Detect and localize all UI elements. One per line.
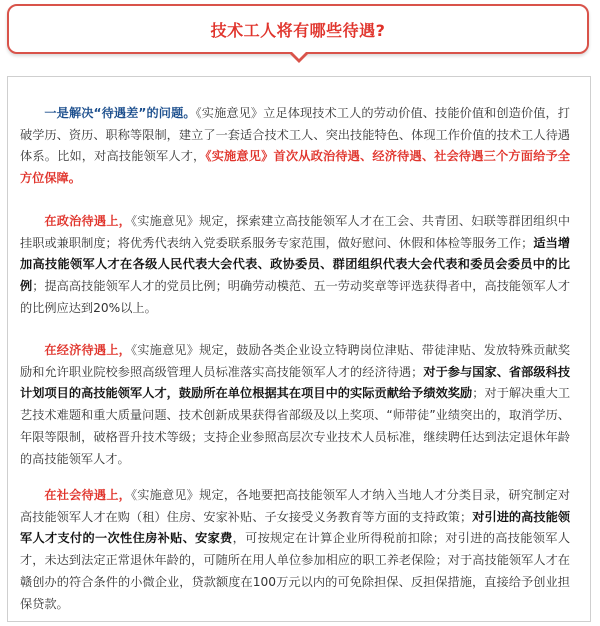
economic-text-1: 《实施意见》规定，鼓励各类企业设立特聘岗位津贴、带徒津贴、发放特殊贡献奖励和允许职业院校参照高级管理人员标准落实高技能领军人才的经济待遇；: [20, 343, 571, 379]
paragraph-political: [20, 211, 570, 320]
intro-lead: 一是解决“待遇差”的问题。: [44, 106, 196, 120]
paragraph-intro: [20, 103, 570, 190]
political-text-1: 《实施意见》规定，探索建立高技能领军人才在工会、共青团、妇联等群团组织中挂职或兼职制度；将优秀代表纳入党委联系服务专家范围，做好慰问、休假和体检等服务工作；: [20, 214, 571, 250]
political-bold: 适当增加高技能领军人才在各级人民代表大会代表、政协委员、群团组织代表大会代表和委员会委员中的比例: [20, 235, 571, 294]
political-text-2: ；提高高技能领军人才的党员比例；明确劳动模范、五一劳动奖章等评选获得者中，高技能领军人才的比例应达到20%以上。: [20, 279, 571, 315]
social-bold: 对引进的高技能领军人才支付的一次性住房补贴、安家费: [20, 509, 571, 546]
political-lead: 在政治待遇上，: [44, 214, 131, 228]
paragraph-social: [20, 485, 570, 615]
economic-text-2: ；对于解决重大工艺技术难题和重大质量问题、技术创新成果获得省部级及以上奖项、“师带徒”业绩突出的，取消学历、年限等限制，破格晋升技术等级；支持企业参照高层次专业技术人员标准，继续聘任达到法定退休年龄的高技能领军人才。: [20, 386, 571, 466]
economic-bold: 对于参与国家、省部级科技计划项目的高技能领军人才，鼓励所在单位根据其在项目中的实际贡献给予绩效奖励: [20, 364, 571, 401]
title-box: [7, 4, 589, 54]
social-lead: 在社会待遇上，: [44, 488, 131, 502]
intro-text: 《实施意见》立足体现技术工人的劳动价值、技能价值和创造价值，打破学历、资历、职称等限制，建立了一套适合技术工人、突出技能特色、体现工作价值的技术工人待遇体系。比如，对高技能领军人才，: [20, 106, 570, 164]
intro-emphasis: 《实施意见》首次从政治待遇、经济待遇、社会待遇三个方面给予全方位保障。: [20, 149, 571, 186]
title-pointer-inner: [291, 51, 307, 59]
economic-lead: 在经济待遇上，: [44, 343, 131, 357]
social-text-2: ，可按规定在计算企业所得税前扣除；对引进的高技能领军人才，未达到法定正常退休年龄的，可随所在用人单位参加相应的职工养老保险；对于高技能领军人才在赣创办的符合条件的小微企业，贷款额度在100万元以内的可免除担保、反担保措施，直接给予创业担保贷款。: [20, 531, 571, 611]
page-title: 技术工人将有哪些待遇?: [210, 20, 386, 40]
paragraph-economic: [20, 340, 570, 470]
content-box: [7, 76, 591, 622]
social-text-1: 《实施意见》规定，各地要把高技能领军人才纳入当地人才分类目录，研究制定对高技能领军人才在购（租）住房、安家补贴、子女接受义务教育等方面的支持政策；: [20, 488, 571, 524]
